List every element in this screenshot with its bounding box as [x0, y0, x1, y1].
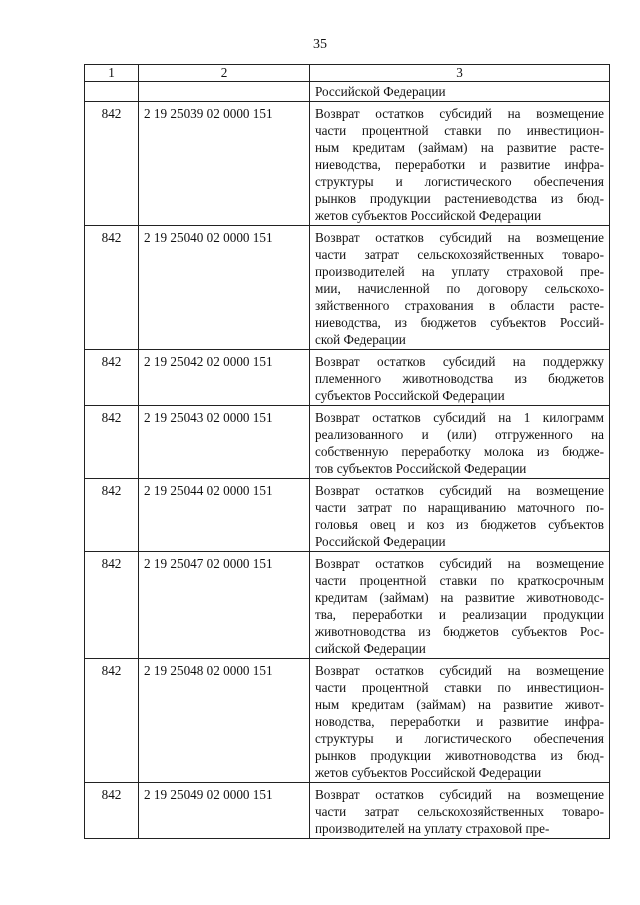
description-line: Возврат остатков субсидий на возмещение	[315, 556, 604, 571]
description-line: тов субъектов Российской Федерации	[315, 461, 527, 476]
description-line: части затрат сельскохозяйственных товаро-	[315, 804, 604, 819]
description-line: жетов субъектов Российской Федерации	[315, 765, 542, 780]
description-line: части затрат по наращиванию маточного по-	[315, 500, 604, 515]
table-row	[85, 783, 610, 839]
continuation-row	[85, 82, 610, 102]
description-line: новодства, переработки и развитие инфра-	[315, 714, 604, 729]
kbk-code-cell: 2 19 25044 02 0000 151	[139, 479, 310, 552]
description-line: головья овец и коз из бюджетов субъектов	[315, 517, 604, 532]
description-line: Российской Федерации	[315, 84, 446, 99]
description-line: мии, начисленной по договору сельскохо-	[315, 281, 604, 296]
description-line: структуры и логистического обеспечения	[315, 731, 604, 746]
description-line: ниеводства, из бюджетов субъектов Россий-	[315, 315, 604, 330]
description-line: части процентной ставки по краткосрочным	[315, 573, 604, 588]
kbk-code-cell: 2 19 25042 02 0000 151	[139, 350, 310, 406]
administrator-code-cell: 842	[85, 552, 139, 659]
description-line: части затрат сельскохозяйственных товаро-	[315, 247, 604, 262]
description-line: Возврат остатков субсидий на возмещение	[315, 663, 604, 678]
description-line: животноводства из бюджетов субъектов Рос-	[315, 624, 604, 639]
description-line: кредитам (займам) на развитие животноводс-	[315, 590, 604, 605]
description-line: жетов субъектов Российской Федерации	[315, 208, 542, 223]
budget-classification-table	[84, 64, 610, 839]
description-line: рынков продукции растениеводства из бюд-	[315, 191, 604, 206]
column-header-2: 2	[139, 65, 310, 82]
description-cell	[310, 479, 610, 552]
description-line: ным кредитам (займам) на развитие живот-	[315, 697, 604, 712]
description-line: сийской Федерации	[315, 641, 426, 656]
kbk-code-cell	[139, 82, 310, 102]
kbk-code-cell: 2 19 25040 02 0000 151	[139, 226, 310, 350]
administrator-code-cell: 842	[85, 350, 139, 406]
description-line: Возврат остатков субсидий на возмещение	[315, 787, 604, 802]
description-line: производителей на уплату страховой пре-	[315, 821, 550, 836]
administrator-code-cell: 842	[85, 659, 139, 783]
table-row	[85, 552, 610, 659]
administrator-code-cell: 842	[85, 102, 139, 226]
description-line: ской Федерации	[315, 332, 406, 347]
description-cell	[310, 406, 610, 479]
administrator-code-cell: 842	[85, 783, 139, 839]
description-cell	[310, 350, 610, 406]
description-line: части процентной ставки по инвестицион-	[315, 123, 604, 138]
table-row	[85, 406, 610, 479]
kbk-code-cell: 2 19 25048 02 0000 151	[139, 659, 310, 783]
kbk-code-cell: 2 19 25047 02 0000 151	[139, 552, 310, 659]
column-header-1: 1	[85, 65, 139, 82]
administrator-code-cell: 842	[85, 226, 139, 350]
description-cell	[310, 226, 610, 350]
column-number-header-row	[85, 65, 610, 82]
description-line: части процентной ставки по инвестицион-	[315, 680, 604, 695]
kbk-code-cell: 2 19 25039 02 0000 151	[139, 102, 310, 226]
description-line: зяйственного страхования в области расте-	[315, 298, 604, 313]
page-number: 35	[313, 37, 327, 52]
description-line: Возврат остатков субсидий на возмещение	[315, 106, 604, 121]
administrator-code-cell: 842	[85, 479, 139, 552]
description-line: Возврат остатков субсидий на поддержку	[315, 354, 604, 369]
description-line: структуры и логистического обеспечения	[315, 174, 604, 189]
table-row	[85, 226, 610, 350]
description-line: Возврат остатков субсидий на возмещение	[315, 230, 604, 245]
description-line: тва, переработки и реализации продукции	[315, 607, 604, 622]
description-line: рынков продукции животноводства из бюд-	[315, 748, 604, 763]
administrator-code-cell	[85, 82, 139, 102]
table-row	[85, 659, 610, 783]
table-row	[85, 479, 610, 552]
description-line: производителей на уплату страховой пре-	[315, 264, 604, 279]
kbk-code-cell: 2 19 25049 02 0000 151	[139, 783, 310, 839]
description-line: реализованного и (или) отгруженного на	[315, 427, 604, 442]
description-cell	[310, 552, 610, 659]
description-line: ным кредитам (займам) на развитие расте-	[315, 140, 604, 155]
column-header-3: 3	[310, 65, 610, 82]
description-cell	[310, 659, 610, 783]
kbk-code-cell: 2 19 25043 02 0000 151	[139, 406, 310, 479]
description-line: Российской Федерации	[315, 534, 446, 549]
table-row	[85, 350, 610, 406]
description-line: Возврат остатков субсидий на возмещение	[315, 483, 604, 498]
administrator-code-cell: 842	[85, 406, 139, 479]
description-line: племенного животноводства из бюджетов	[315, 371, 604, 386]
description-cell	[310, 783, 610, 839]
description-line: субъектов Российской Федерации	[315, 388, 505, 403]
description-line: собственную переработку молока из бюдже-	[315, 444, 604, 459]
table-row	[85, 102, 610, 226]
description-line: ниеводства, переработки и развитие инфра-	[315, 157, 604, 172]
description-cell	[310, 102, 610, 226]
description-line: Возврат остатков субсидий на 1 килограмм	[315, 410, 604, 425]
description-cell	[310, 82, 610, 102]
